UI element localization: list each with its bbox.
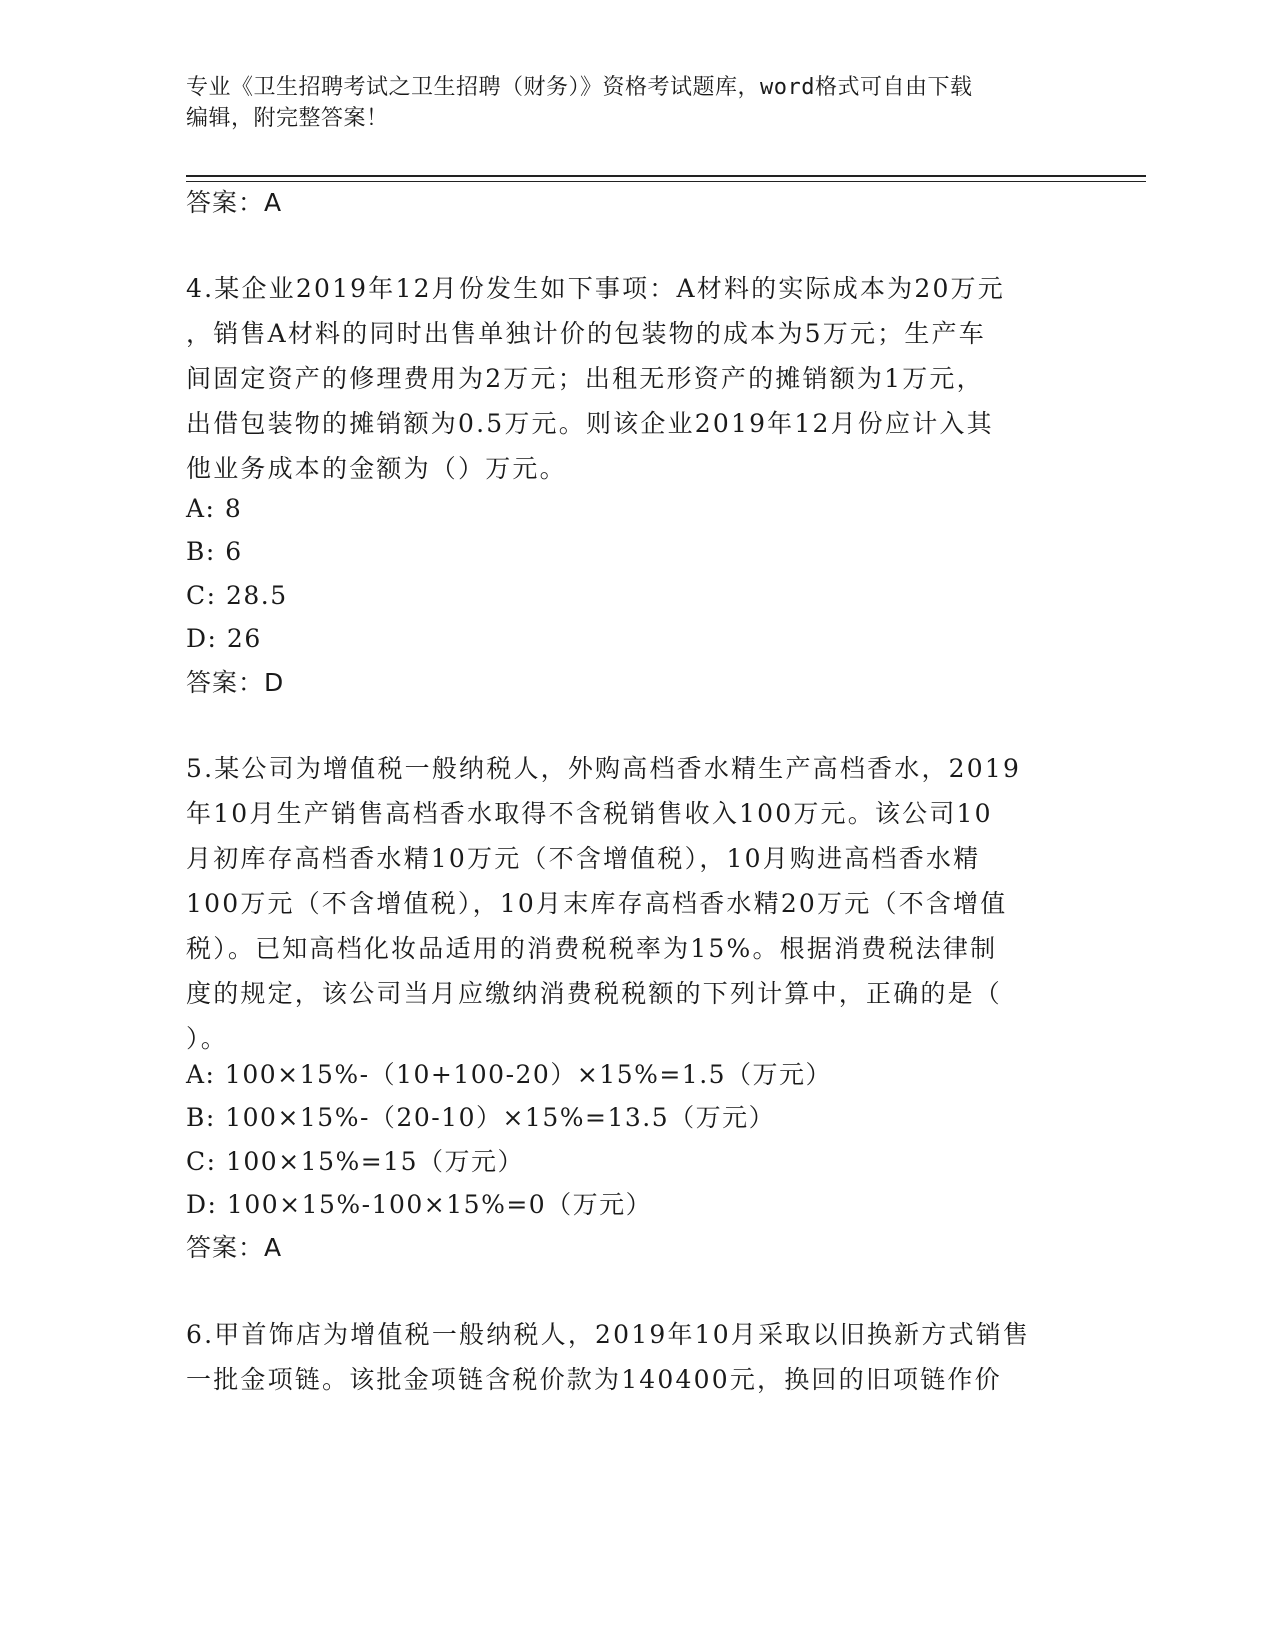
question-4-option-c: C: 28.5 [186, 581, 288, 610]
page-header [186, 72, 1066, 134]
question-4-line: ，销售A材料的同时出售单独计价的包装物的成本为5万元；生产车 [186, 319, 986, 348]
question-5-line: 年10月生产销售高档香水取得不含税销售收入100万元。该公司10 [186, 799, 993, 828]
question-5-option-b: B: 100×15%-（20-10）×15%=13.5（万元） [186, 1103, 776, 1132]
question-5-option-d: D: 100×15%-100×15%=0（万元） [186, 1190, 653, 1219]
question-4-line: 出借包装物的摊销额为0.5万元。则该企业2019年12月份应计入其 [186, 409, 994, 438]
question-4-option-d: D: 26 [186, 624, 262, 653]
question-4-line: 4.某企业2019年12月份发生如下事项：A材料的实际成本为20万元 [186, 274, 1005, 303]
question-5-line: 月初库存高档香水精10万元（不含增值税），10月购进高档香水精 [186, 844, 981, 873]
question-4-text [186, 266, 1066, 491]
header-divider-thick [186, 175, 1146, 177]
question-5-line: 100万元（不含增值税），10月末库存高档香水精20万元（不含增值 [186, 889, 1008, 918]
question-5-line: ）。 [186, 1024, 228, 1053]
question-5-answer: 答案：A [186, 1233, 283, 1262]
question-4-line: 间固定资产的修理费用为2万元；出租无形资产的摊销额为1万元， [186, 364, 984, 393]
question-6-text [186, 1312, 1066, 1402]
question-4-option-a: A: 8 [186, 494, 243, 523]
question-5-line: 5.某公司为增值税一般纳税人，外购高档香水精生产高档香水，2019 [186, 754, 1022, 783]
header-divider-thin [186, 181, 1146, 182]
question-5-line: 度的规定，该公司当月应缴纳消费税税额的下列计算中，正确的是（ [186, 979, 1003, 1008]
question-5-line: 税）。已知高档化妆品适用的消费税税率为15%。根据消费税法律制 [186, 934, 998, 963]
answer-previous: 答案：A [186, 188, 283, 217]
question-5-option-c: C: 100×15%=15（万元） [186, 1147, 524, 1176]
question-5-text [186, 746, 1066, 1061]
question-5-option-a: A: 100×15%-（10+100-20）×15%=1.5（万元） [186, 1060, 833, 1089]
question-6-line: 6.甲首饰店为增值税一般纳税人，2019年10月采取以旧换新方式销售 [186, 1320, 1031, 1349]
question-4-line: 他业务成本的金额为（）万元。 [186, 454, 567, 483]
header-line-2: 编辑，附完整答案！ [186, 106, 389, 131]
header-line-1: 专业《卫生招聘考试之卫生招聘（财务）》资格考试题库，word格式可自由下载 [186, 75, 973, 100]
question-4-option-b: B: 6 [186, 537, 243, 566]
question-6-line: 一批金项链。该批金项链含税价款为140400元，换回的旧项链作价 [186, 1365, 1002, 1394]
question-4-answer: 答案：D [186, 668, 285, 697]
